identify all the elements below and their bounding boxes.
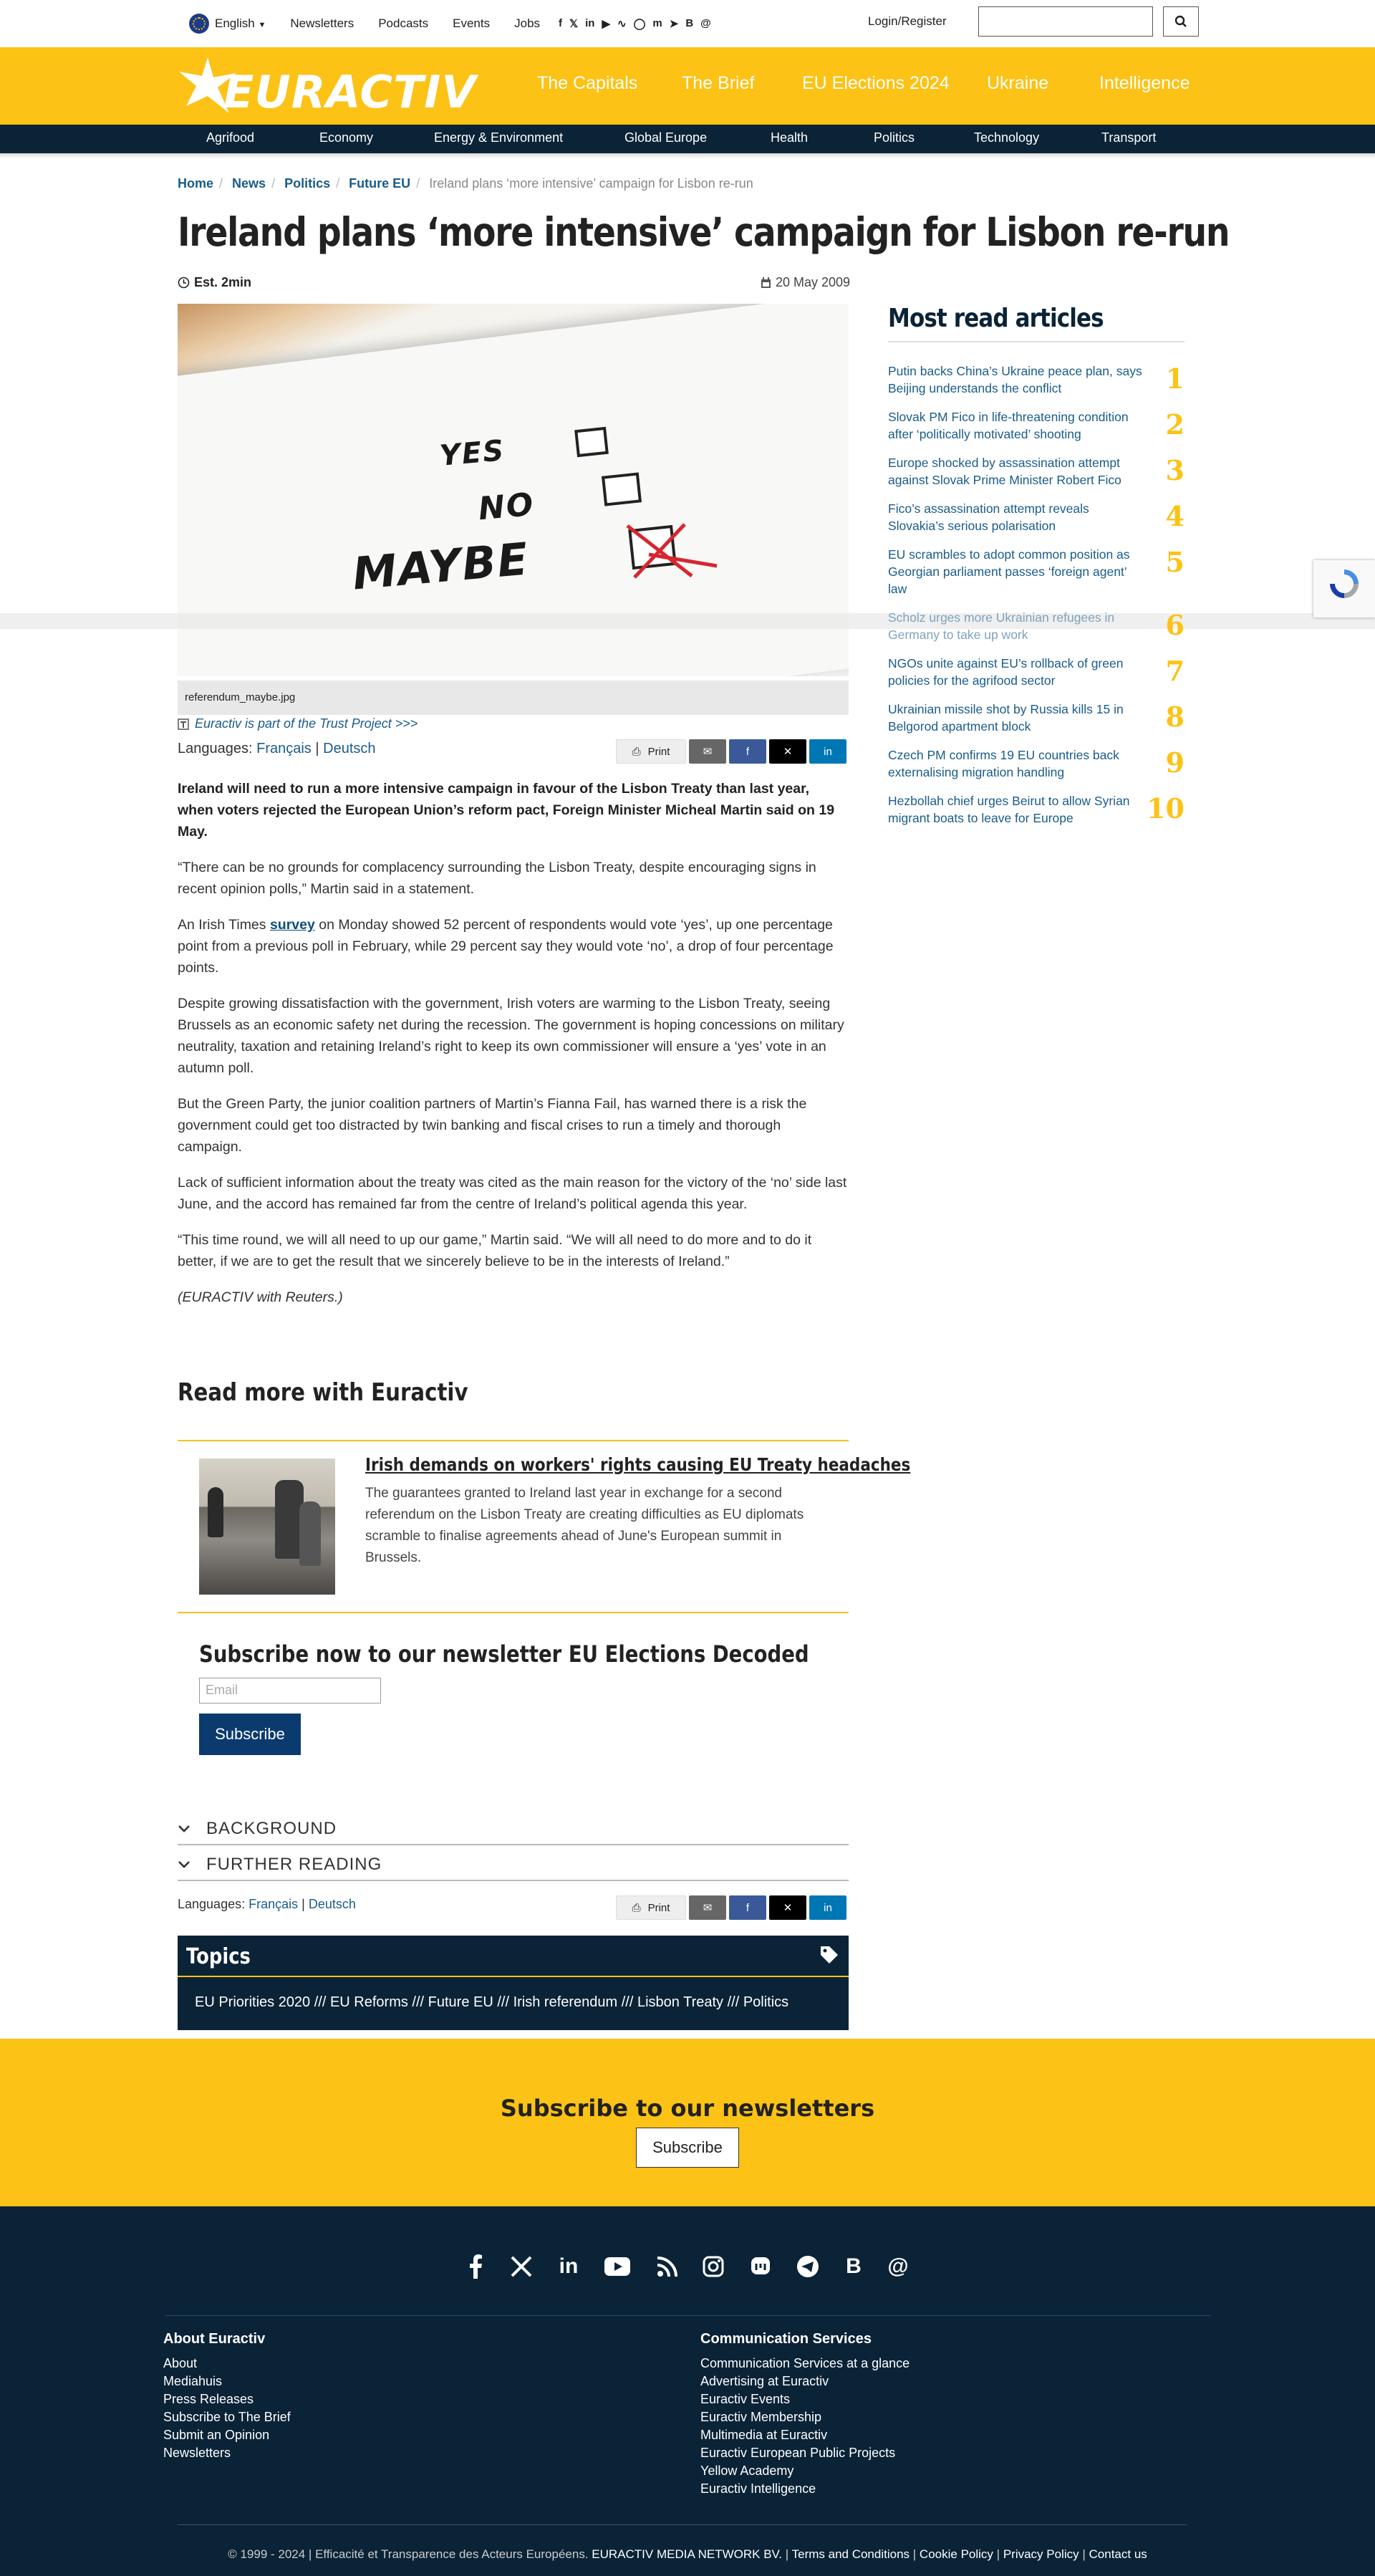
print-button[interactable]: [616, 1895, 686, 1920]
read-more-card[interactable]: [178, 1440, 911, 1613]
article-paragraph: “There can be no grounds for complacency surrounding the Lisbon Treaty, despite encouraging signs in recent opinion polls,” Martin said in a statement.: [178, 860, 816, 897]
youtube-icon[interactable]: ▶: [602, 18, 611, 30]
cookie-policy-link[interactable]: Cookie Policy: [919, 2547, 993, 2561]
cat-technology[interactable]: Technology: [974, 130, 1040, 145]
footer-link[interactable]: Euractiv European Public Projects: [700, 2446, 896, 2460]
sidebar-divider: [888, 341, 1185, 342]
publish-date: [761, 275, 850, 290]
facebook-icon[interactable]: [461, 2252, 490, 2281]
cat-energy-environment[interactable]: Energy & Environment: [434, 130, 564, 145]
email-icon: ✉: [703, 746, 713, 758]
most-read-rank: 9: [1165, 746, 1185, 779]
share-facebook-button[interactable]: [729, 739, 766, 764]
cat-global-europe[interactable]: Global Europe: [624, 130, 708, 145]
nav-podcasts[interactable]: Podcasts: [378, 16, 429, 30]
login-register-link[interactable]: Login/Register: [868, 14, 947, 28]
breadcrumb-future-eu[interactable]: Future EU: [349, 176, 411, 191]
further-reading-accordion[interactable]: [178, 1850, 849, 1881]
most-read-title: Fico’s assassination attempt reveals Slovakia’s serious polarisation: [888, 501, 1089, 533]
article-paragraph: But the Green Party, the junior coalition partners of Martin’s Fianna Fail, has warned there is a risk the government could get too distracted by twin banking and fiscal crises to run a timely and thorough campaign.: [178, 1096, 807, 1155]
print-button[interactable]: [616, 739, 686, 764]
most-read-title: Slovak PM Fico in life-threatening condition after ‘politically motivated’ shooting: [888, 410, 1129, 441]
cat-transport[interactable]: Transport: [1101, 130, 1157, 145]
article-paragraph: Despite growing dissatisfaction with the government, Irish voters are warming to the Lisbon Treaty, seeing Brussels as an economic safety net during the recession. The government is hoping concessions on military neutrality, taxation and retaining Ireland’s right to keep its own commissioner will ensure a ‘yes’ vote in an autumn poll.: [178, 996, 844, 1076]
footer-link[interactable]: Mediahuis: [163, 2374, 223, 2388]
background-accordion[interactable]: [178, 1814, 849, 1845]
topics-divider: [178, 1976, 849, 1977]
image-caption: referendum_maybe.jpg: [178, 681, 849, 715]
most-read-sidebar: [888, 304, 1185, 825]
most-read-title: Czech PM confirms 19 EU countries back externalising migration handling: [888, 748, 1119, 779]
ballot-maybe-label: MAYBE: [350, 532, 531, 600]
most-read-rank: 7: [1165, 655, 1185, 687]
ballot-yes-label: YES: [438, 434, 506, 473]
recaptcha-badge[interactable]: [1313, 560, 1375, 617]
article-body: [178, 778, 849, 1322]
footer-communication-title: Communication Services: [700, 2331, 872, 2347]
threads-icon[interactable]: @: [700, 17, 711, 29]
cat-health[interactable]: Health: [771, 130, 809, 145]
read-more-summary: The guarantees granted to Ireland last year in exchange for a second referendum on the Lisbon Treaty are creating difficulties as EU diplomats scramble to finalise agreements ahead of June's European summit in Brussels.: [365, 1486, 804, 1565]
x-icon[interactable]: [507, 2252, 536, 2281]
calendar-icon: [761, 277, 771, 289]
most-read-rank: 5: [1165, 546, 1185, 578]
sidebar-title: Most read articles: [888, 304, 1104, 333]
copyright-line: [0, 2547, 1375, 2562]
read-more-thumbnail: [199, 1458, 335, 1595]
nav-events[interactable]: Events: [453, 16, 491, 30]
cat-economy[interactable]: Economy: [319, 130, 374, 145]
thumbnail-figure: [299, 1501, 321, 1566]
paragraph-text: An Irish Times: [178, 917, 270, 933]
bluesky-icon[interactable]: B: [846, 2254, 862, 2278]
share-linkedin-button[interactable]: [809, 739, 846, 764]
share-bar-top: [616, 739, 846, 764]
most-read-title: Hezbollah chief urges Beirut to allow Syrian migrant boats to leave for Europe: [888, 794, 1130, 825]
print-label: Print: [647, 1901, 670, 1914]
x-icon: ✕: [783, 1902, 793, 1914]
footer-about-column: [163, 2331, 291, 2462]
language-separator: |: [301, 1897, 305, 1911]
print-icon: ⎙: [632, 1901, 641, 1914]
main-header: [0, 47, 1375, 125]
language-german[interactable]: Deutsch: [308, 1897, 356, 1911]
footer-link[interactable]: Submit an Opinion: [163, 2428, 270, 2442]
tag-icon: [819, 1944, 840, 1966]
topics-box: [178, 1936, 849, 2030]
header-nav-capitals[interactable]: The Capitals: [537, 73, 638, 93]
topics-list[interactable]: EU Priorities 2020 /// EU Reforms /// Future EU /// Irish referendum /// Lisbon Treaty /// Politics: [195, 1994, 789, 2010]
terms-link[interactable]: Terms and Conditions: [791, 2547, 910, 2561]
breadcrumb-current: Ireland plans ‘more intensive’ campaign for Lisbon re-run: [429, 176, 753, 191]
youtube-icon[interactable]: [603, 2252, 632, 2281]
article-paragraph: “This time round, we will all need to up our game,” Martin said. “We will all need to do more and to do it better, if we are to get the result that we sincerely believe to be in the interests of Ireland.”: [178, 1232, 812, 1269]
recaptcha-icon: [1326, 566, 1362, 602]
topics-title: Topics: [186, 1944, 251, 1969]
breadcrumb-home[interactable]: Home: [178, 176, 214, 191]
article-paragraph: [178, 914, 849, 979]
share-linkedin-button[interactable]: [809, 1895, 846, 1920]
most-read-rank: 1: [1165, 362, 1185, 395]
accordion-label: BACKGROUND: [206, 1819, 337, 1838]
instagram-icon[interactable]: [699, 2252, 728, 2281]
nav-newsletters[interactable]: Newsletters: [290, 16, 354, 30]
rss-icon[interactable]: [653, 2252, 682, 2281]
footer-link[interactable]: Euractiv Intelligence: [700, 2481, 816, 2496]
footer-link[interactable]: Newsletters: [163, 2446, 231, 2460]
facebook-icon: f: [746, 1901, 750, 1914]
languages-label: Languages:: [178, 1897, 246, 1911]
share-x-button[interactable]: [769, 739, 806, 764]
newsletter-subscribe-button[interactable]: Subscribe: [636, 2128, 739, 2168]
language-german[interactable]: Deutsch: [323, 741, 376, 756]
footer-separator: |: [1082, 2547, 1086, 2561]
date-label: 20 May 2009: [776, 275, 851, 289]
facebook-icon: f: [746, 745, 750, 758]
top-utility-bar: [0, 0, 1375, 47]
footer-link[interactable]: Euractiv Events: [700, 2392, 791, 2406]
share-email-button[interactable]: [689, 1895, 726, 1920]
footer-link[interactable]: Advertising at Euractiv: [700, 2374, 829, 2388]
language-french[interactable]: Français: [249, 1897, 299, 1911]
most-read-title: Europe shocked by assassination attempt against Slovak Prime Minister Robert Fico: [888, 456, 1121, 487]
print-icon: ⎙: [632, 745, 641, 758]
search-button[interactable]: [1163, 6, 1199, 37]
read-time: [178, 275, 251, 290]
trust-project-link[interactable]: [178, 716, 418, 731]
cat-politics[interactable]: Politics: [874, 130, 915, 145]
most-read-title: Scholz urges more Ukrainian refugees in Germany to take up work: [888, 610, 1115, 642]
most-read-rank: 10: [1147, 792, 1185, 825]
footer-separator: |: [996, 2547, 1000, 2561]
most-read-title: Ukrainian missile shot by Russia kills 15 in Belgorod apartment block: [888, 702, 1124, 734]
linkedin-icon[interactable]: in: [585, 17, 595, 29]
footer-about-title: About Euractiv: [163, 2331, 266, 2347]
share-facebook-button[interactable]: [729, 1895, 766, 1920]
caret-down-icon: ▼: [258, 21, 266, 29]
footer-communication-column: [700, 2331, 910, 2498]
share-bar-bottom: [616, 1895, 846, 1920]
chevron-down-icon: [178, 1860, 190, 1869]
search-input[interactable]: [978, 6, 1153, 37]
email-field[interactable]: Email: [199, 1678, 381, 1703]
contact-link[interactable]: Contact us: [1089, 2547, 1147, 2561]
footer-divider: [178, 2524, 1187, 2525]
header-shadow: [0, 153, 1375, 159]
languages-bar: [178, 741, 376, 757]
language-selector[interactable]: [215, 16, 266, 31]
page-title: Ireland plans ‘more intensive’ campaign for Lisbon re-run: [178, 209, 1230, 255]
red-cross-mark: [620, 519, 720, 583]
survey-link[interactable]: survey: [269, 917, 315, 933]
search-icon: [1174, 15, 1187, 28]
instagram-icon[interactable]: ◯: [633, 18, 646, 30]
footer-link[interactable]: Communication Services at a glance: [700, 2356, 910, 2370]
x-icon[interactable]: 𝕏: [569, 18, 579, 30]
most-read-rank: 8: [1165, 701, 1185, 733]
mastodon-icon[interactable]: [746, 2252, 775, 2281]
print-label: Print: [647, 745, 670, 758]
language-separator: |: [315, 741, 319, 756]
footer-link[interactable]: Yellow Academy: [700, 2464, 794, 2478]
share-email-button[interactable]: [689, 739, 726, 764]
facebook-icon[interactable]: f: [559, 17, 563, 29]
telegram-icon[interactable]: [793, 2252, 822, 2281]
most-read-rank: 6: [1165, 609, 1185, 641]
most-read-rank: 3: [1165, 454, 1185, 486]
breadcrumb: Home / News / Politics / Future EU / Ireland plans ‘more intensive’ campaign for Lisbon re-run: [178, 176, 753, 191]
euractiv-logo[interactable]: [179, 56, 480, 117]
newsletter-band: [0, 2039, 1375, 2206]
accordion-label: FURTHER READING: [206, 1855, 382, 1874]
footer-link[interactable]: About: [163, 2356, 198, 2370]
cat-agrifood[interactable]: Agrifood: [206, 130, 255, 145]
company-name: EURACTIV MEDIA NETWORK BV.: [592, 2547, 783, 2561]
bluesky-icon[interactable]: B: [685, 17, 694, 29]
ballot-no-label: NO: [476, 486, 536, 528]
subscribe-title: Subscribe now to our newsletter EU Elections Decoded: [199, 1640, 809, 1668]
trust-project-text: Euractiv is part of the Trust Project >>>: [195, 716, 418, 731]
footer-separator: |: [912, 2547, 917, 2561]
most-read-title: EU scrambles to adopt common position as Georgian parliament passes ‘foreign agent’ law: [888, 547, 1130, 596]
linkedin-icon: in: [824, 745, 832, 758]
category-bar: [0, 125, 1375, 153]
most-read-title: NGOs unite against EU’s rollback of green policies for the agrifood sector: [888, 656, 1124, 688]
x-icon: ✕: [783, 746, 793, 758]
footer-link[interactable]: Press Releases: [163, 2392, 254, 2406]
nav-jobs[interactable]: Jobs: [514, 16, 541, 30]
language-french[interactable]: Français: [256, 741, 312, 756]
footer-link[interactable]: Subscribe to The Brief: [163, 2410, 291, 2424]
footer-divider: [165, 2315, 1210, 2316]
read-time-label: Est. 2min: [194, 275, 252, 289]
header-nav-eu-elections[interactable]: EU Elections 2024: [802, 73, 950, 93]
thumbnail-figure: [208, 1487, 223, 1537]
subscribe-button[interactable]: Subscribe: [199, 1714, 301, 1755]
chevron-down-icon: [178, 1825, 190, 1833]
header-nav-brief[interactable]: The Brief: [682, 73, 755, 93]
threads-icon[interactable]: @: [887, 2254, 909, 2278]
privacy-policy-link[interactable]: Privacy Policy: [1003, 2547, 1079, 2561]
mastodon-icon[interactable]: m: [652, 17, 662, 29]
languages-bar-bottom: [178, 1897, 356, 1912]
breadcrumb-politics[interactable]: Politics: [284, 176, 331, 191]
trust-project-icon: [178, 719, 189, 730]
paragraph-text: on Monday showed 52 percent of respondents would vote ‘yes’, up one percentage point from a previous poll in February, while 29 percent say they would vote ‘no’, a drop of four percentage points.: [178, 917, 834, 976]
share-x-button[interactable]: [769, 1895, 806, 1920]
footer-link[interactable]: Multimedia at Euractiv: [700, 2428, 828, 2442]
languages-label: Languages:: [178, 741, 253, 756]
telegram-icon[interactable]: ➤: [669, 18, 679, 30]
logo-text: EURACTIV: [223, 66, 477, 118]
clock-icon: [178, 277, 190, 289]
breadcrumb-news[interactable]: News: [232, 176, 266, 191]
linkedin-icon[interactable]: in: [559, 2254, 579, 2278]
read-more-title: Read more with Euractiv: [178, 1378, 468, 1407]
header-nav-ukraine[interactable]: Ukraine: [987, 73, 1049, 93]
copyright-text: © 1999 - 2024 | Efficacité et Transparence des Acteurs Européens.: [228, 2547, 589, 2561]
read-more-headline[interactable]: Irish demands on workers' rights causing EU Treaty headaches: [365, 1454, 911, 1475]
article-lead: Ireland will need to run a more intensive campaign in favour of the Lisbon Treaty than last year, when voters rejected the European Union’s reform pact, Foreign Minister Micheal Martin said on 19 May.: [178, 781, 835, 840]
newsletter-title: Subscribe to our newsletters: [500, 2095, 875, 2122]
article-paragraph: Lack of sufficient information about the treaty was cited as the main reason for the victory of the ‘no’ side last June, and the accord has remained far from the centre of Ireland’s political agenda this year.: [178, 1175, 847, 1212]
article-source: (EURACTIV with Reuters.): [178, 1289, 343, 1305]
most-read-rank: 4: [1165, 500, 1185, 532]
eu-flag-icon: [189, 14, 209, 34]
email-icon: ✉: [703, 1902, 713, 1914]
language-label: English: [215, 16, 255, 30]
footer-link[interactable]: Euractiv Membership: [700, 2410, 822, 2424]
most-read-rank: 2: [1165, 408, 1185, 441]
site-footer: [0, 2206, 1375, 2576]
rss-icon[interactable]: ∿: [617, 18, 627, 30]
footer-separator: |: [785, 2547, 789, 2561]
header-nav-intelligence[interactable]: Intelligence: [1099, 73, 1190, 93]
most-read-title: Putin backs China’s Ukraine peace plan, says Beijing understands the conflict: [888, 364, 1142, 395]
ballot-yes-box: [574, 427, 609, 457]
linkedin-icon: in: [824, 1901, 832, 1914]
ballot-no-box: [602, 472, 642, 506]
